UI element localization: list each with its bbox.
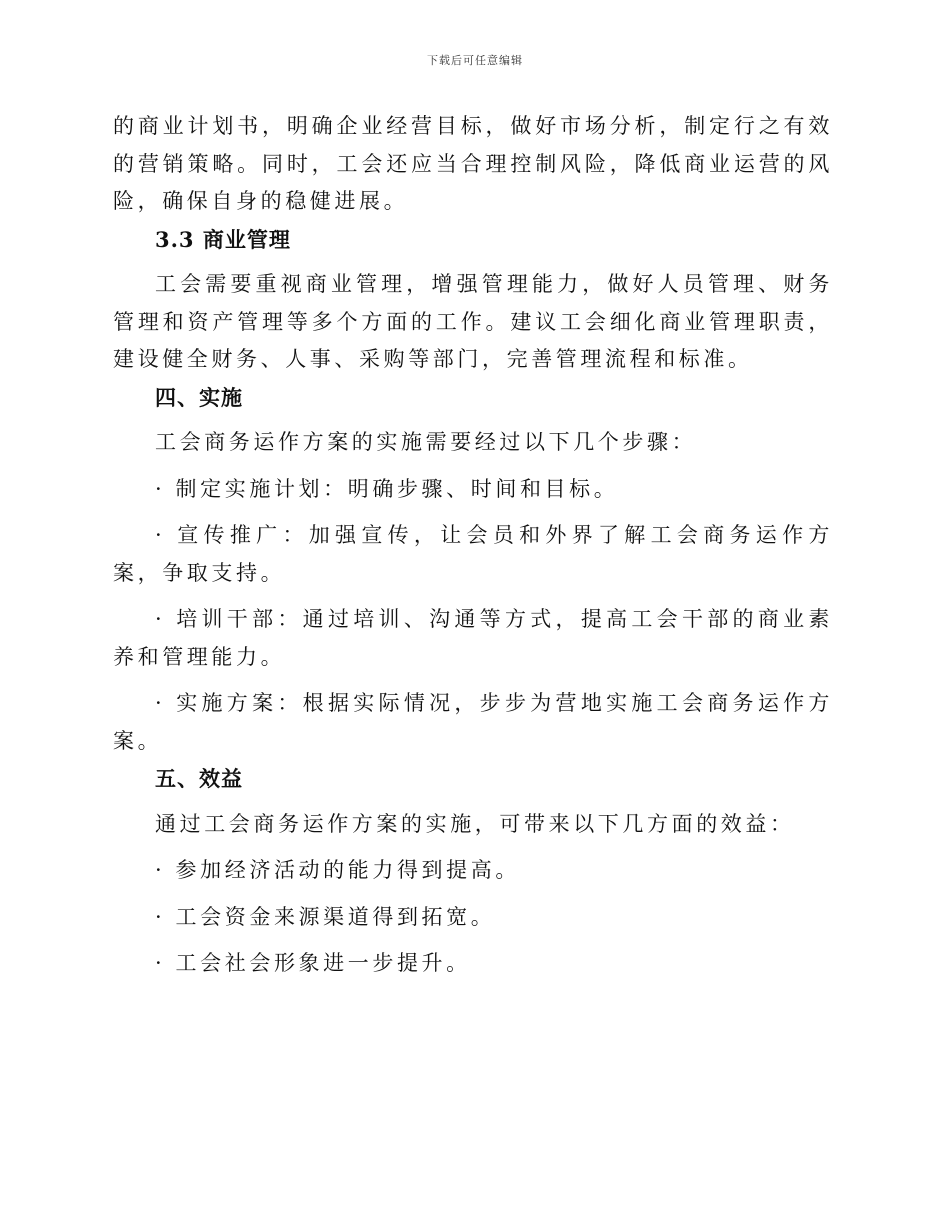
- paragraph-implementation-intro: 工会商务运作方案的实施需要经过以下几个步骤：: [155, 430, 697, 454]
- section-heading-4: 四、实施: [155, 384, 243, 410]
- section-heading-5: 五、效益: [155, 766, 243, 791]
- document-body: [113, 108, 833, 983]
- list-item-benefit-3: · 工会社会形象进一步提升。: [155, 951, 471, 975]
- section-heading-3-3: 3.3 商业管理: [155, 226, 291, 252]
- list-item-benefit-2: · 工会资金来源渠道得到拓宽。: [155, 904, 496, 929]
- list-item-step-4: · 实施方案：根据实际情况，步步为营地实施工会商务运作方案。: [113, 691, 833, 753]
- list-item-step-3: · 培训干部：通过培训、沟通等方式，提高工会干部的商业素养和管理能力。: [113, 607, 833, 669]
- paragraph-intro-continuation: 的商业计划书，明确企业经营目标，做好市场分析，制定行之有效的营销策略。同时，工会还应当合理控制风险，降低商业运营的风险，确保自身的稳健进展。: [113, 114, 833, 213]
- paragraph-benefits-intro: 通过工会商务运作方案的实施，可带来以下几方面的效益：: [155, 811, 795, 836]
- list-item-step-2: · 宣传推广：加强宣传，让会员和外界了解工会商务运作方案，争取支持。: [113, 523, 833, 585]
- list-item-benefit-1: · 参加经济活动的能力得到提高。: [155, 858, 520, 882]
- page-header: 下载后可任意编辑: [427, 54, 523, 67]
- list-item-step-1: · 制定实施计划：明确步骤、时间和目标。: [155, 476, 619, 501]
- paragraph-business-management: 工会需要重视商业管理，增强管理能力，做好人员管理、财务管理和资产管理等多个方面的工作。建议工会细化商业管理职责，建设健全财务、人事、采购等部门，完善管理流程和标准。: [113, 272, 833, 371]
